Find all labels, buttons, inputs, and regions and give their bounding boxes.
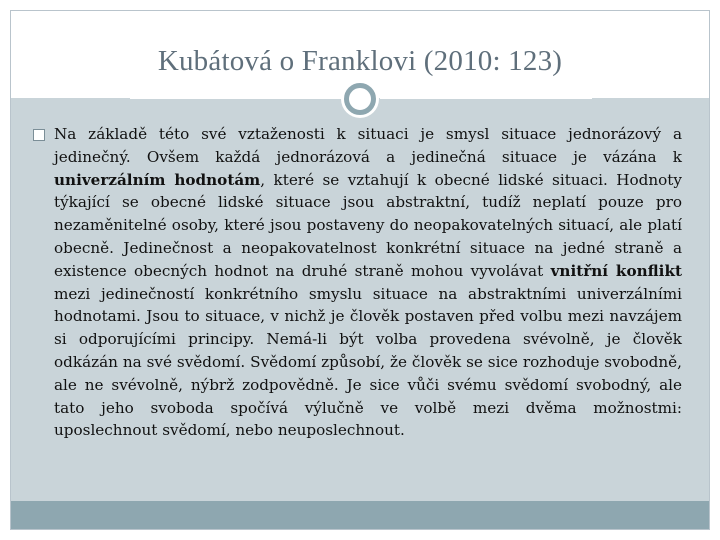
paragraph-segment: , které se vztahují k obecné lidské situaci. Hodnoty týkající se obecné lidské situace jsou abstraktní, tudíž neplatí pouze pro nezaměnitelné osoby, které jsou postaveny do neopakovatelných situací, ale platí obecně. Jedinečnost a neopakovatelnost konkrétní situace na jedné straně a existence obecných hodnot na druhé straně mohou vyvolávat (54, 170, 682, 280)
footer-band (11, 501, 709, 529)
divider-line-left (130, 98, 342, 99)
square-bullet-icon (33, 129, 45, 141)
slide-title: Kubátová o Franklovi (2010: 123) (157, 45, 563, 77)
circle-ring-icon (344, 83, 376, 115)
paragraph-emphasis: vnitřní konflikt (550, 261, 682, 280)
paragraph-segment: Na základě této své vztaženosti k situaci je smysl situace jednorázový a jedinečný. Ovšem každá jednorázová a jedinečná situace je vázána k (54, 125, 682, 166)
divider-line-right (380, 98, 592, 99)
paragraph-segment: mezi jedinečností konkrétního smyslu situace na abstraktními univerzálními hodnotami. Jsou to situace, v nichž je člověk postaven před volbu mezi navzájem si odporujícími principy. Nemá-li být volba provedena svévolně, je člověk odkázán na své svědomí. Svědomí způsobí, že člověk se sice rozhoduje svobodně, ale ne svévolně, nýbrž zodpovědně. Je sice vůči svému svědomí svobodný, ale tato jeho svoboda spočívá výlučně ve volbě mezi dvěma možnostmi: uposlechnout svědomí, nebo neuposlechnout. (54, 284, 682, 440)
paragraph-emphasis: univerzálním hodnotám (54, 170, 261, 189)
body-paragraph (54, 123, 682, 442)
